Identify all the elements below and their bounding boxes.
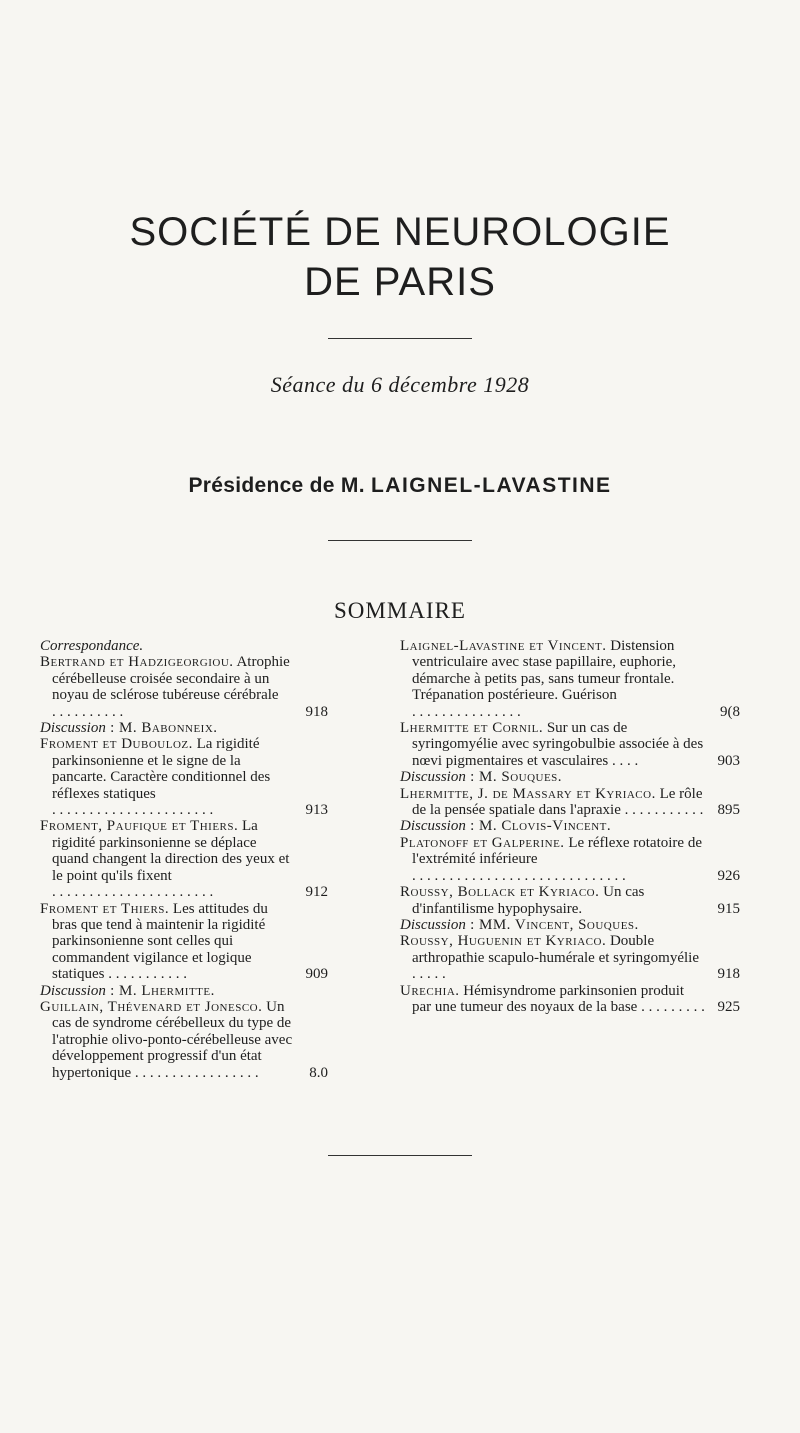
left-entry-5 — [40, 999, 328, 1081]
entry-title: Distension ventriculaire avec stase papillaire, euphorie, démarche à petits pas, sans tumeur frontale. Trépanation postérieure. Guérison — [412, 638, 677, 704]
leader-dots: . . . . — [608, 752, 639, 769]
leader-dots: . . . . . . . . . . . . . . . . . . . . . . — [52, 884, 214, 901]
entry-authors: Urechia. — [400, 982, 460, 999]
left-discussion-1 — [40, 720, 328, 736]
discussion-label: Discussion — [400, 916, 466, 933]
leader-dots: . . . . . — [412, 966, 446, 983]
sommaire-heading: SOMMAIRE — [334, 598, 466, 623]
entry-authors: Platonoff et Galperine. — [400, 834, 565, 851]
discussion-label: Discussion — [400, 818, 466, 835]
entry-page: 913 — [305, 802, 328, 819]
title-line-2: DE PARIS — [304, 260, 496, 304]
right-entry-6 — [400, 933, 740, 982]
leader-dots: . . . . . . . . . — [637, 998, 705, 1015]
entry-title: Hémisyndrome parkinsonien produit par une tumeur des noyaux de la base — [412, 982, 685, 1015]
leader-dots: . . . . . . . . . . . . . . . — [412, 703, 521, 720]
right-entry-3 — [400, 786, 740, 819]
entry-page: 8.0 — [309, 1064, 328, 1081]
discussion-names: : M. Babonneix. — [105, 720, 218, 737]
right-entry-7 — [400, 983, 740, 1016]
top-divider — [328, 338, 472, 339]
leader-dots: . . . . . . . . . . . . . . . . . — [131, 1064, 259, 1081]
entry-page: 918 — [717, 966, 740, 983]
entry-title: La rigidité parkinsonienne se déplace quand changent la direction des yeux et le point qu'ils fixent — [52, 818, 290, 884]
right-entry-2 — [400, 720, 740, 769]
entry-title: Le réflexe rotatoire de l'extrémité inférieure — [412, 834, 702, 868]
entry-authors: Roussy, Bollack et Kyriaco. — [400, 884, 600, 901]
right-discussion-3 — [400, 818, 740, 834]
sommaire-left-column — [40, 638, 328, 1081]
entry-page: 912 — [305, 884, 328, 901]
entry-title: Un cas d'infantilisme hypophysaire. — [412, 884, 645, 917]
presidence-line — [0, 474, 800, 498]
entry-title: Un cas de syndrome cérébelleux du type de l'atrophie olivo-ponto-cérébelleuse avec développement progressif d'un état hypertonique — [52, 998, 293, 1081]
right-discussion-2 — [400, 769, 740, 785]
left-discussion-4 — [40, 983, 328, 999]
discussion-label: Discussion — [400, 769, 466, 786]
entry-page: 903 — [717, 752, 740, 769]
entry-page: 915 — [717, 900, 740, 917]
right-entry-1 — [400, 638, 740, 720]
entry-page: 895 — [717, 802, 740, 819]
entry-authors: Guillain, Thévenard et Jonesco. — [40, 998, 263, 1015]
entry-title: La rigidité parkinsonienne et le signe de la pancarte. Caractère conditionnel des réflexes statiques — [52, 736, 271, 802]
title-line-1: SOCIÉTÉ DE NEUROLOGIE — [129, 210, 671, 254]
entry-authors: Bertrand et Hadzigeorgiou. — [40, 654, 234, 671]
entry-authors: Lhermitte et Cornil. — [400, 720, 544, 737]
leader-dots: . . . . . . . . . . — [52, 703, 124, 720]
discussion-names: : M. Lhermitte. — [105, 982, 215, 999]
discussion-names: : M. Souques. — [465, 769, 563, 786]
entry-authors: Lhermitte, J. de Massary et Kyriaco. — [400, 785, 656, 802]
left-entry-4 — [40, 901, 328, 983]
discussion-names: : MM. Vincent, Souques. — [465, 916, 639, 933]
entry-page: 9(8 — [720, 703, 740, 720]
entry-title: Les attitudes du bras que tend à maintenir la rigidité parkinsonienne sont celles qui commandent vigilance et logique statiques — [52, 900, 268, 983]
entry-page: 918 — [305, 703, 328, 720]
entry-authors: Froment, Paufique et Thiers. — [40, 818, 239, 835]
discussion-names: : M. Clovis-Vincent. — [465, 818, 612, 835]
right-discussion-5 — [400, 917, 740, 933]
entry-authors: Roussy, Huguenin et Kyriaco. — [400, 933, 607, 950]
seance-date: Séance du 6 décembre 1928 — [270, 372, 530, 397]
right-entry-4 — [400, 835, 740, 884]
president-name: LAIGNEL-LAVASTINE — [370, 474, 612, 497]
right-entry-5 — [400, 884, 740, 917]
leader-dots: . . . . . . . . . . . — [104, 966, 187, 983]
presidence-prefix: Présidence de M. — [188, 474, 365, 497]
entry-authors: Froment et Thiers. — [40, 900, 170, 917]
left-entry-2 — [40, 736, 328, 818]
middle-divider — [328, 540, 472, 541]
leader-dots: . . . . . . . . . . . . . . . . . . . . . . — [52, 802, 214, 819]
left-entry-1 — [40, 654, 328, 720]
leader-dots: . . . . . . . . . . . — [620, 802, 704, 819]
discussion-label: Discussion — [40, 982, 106, 999]
entry-page: 925 — [717, 998, 740, 1015]
sommaire-right-column — [400, 638, 740, 1015]
entry-authors: Laignel-Lavastine et Vincent. — [400, 638, 607, 654]
discussion-label: Discussion — [40, 720, 106, 737]
entry-page: 909 — [305, 966, 328, 983]
entry-title: Atrophie cérébelleuse croisée secondaire à un noyau de sclérose tubéreuse cérébrale — [52, 654, 290, 704]
entry-title: Double arthropathie scapulo-humérale et syringomyélie — [412, 933, 699, 966]
entry-title: Sur un cas de syringomyélie avec syringobulbie associée à des nœvi pigmentaires et vasculaires — [412, 720, 704, 769]
correspondance-heading: Correspondance. — [40, 638, 144, 654]
entry-authors: Froment et Dubouloz. — [40, 736, 193, 753]
entry-title: Le rôle de la pensée spatiale dans l'apraxie — [412, 785, 703, 819]
entry-page: 926 — [717, 867, 740, 884]
left-entry-3 — [40, 818, 328, 900]
leader-dots: . . . . . . . . . . . . . . . . . . . . . . . . . . . . . — [412, 867, 626, 884]
bottom-divider — [328, 1155, 472, 1156]
